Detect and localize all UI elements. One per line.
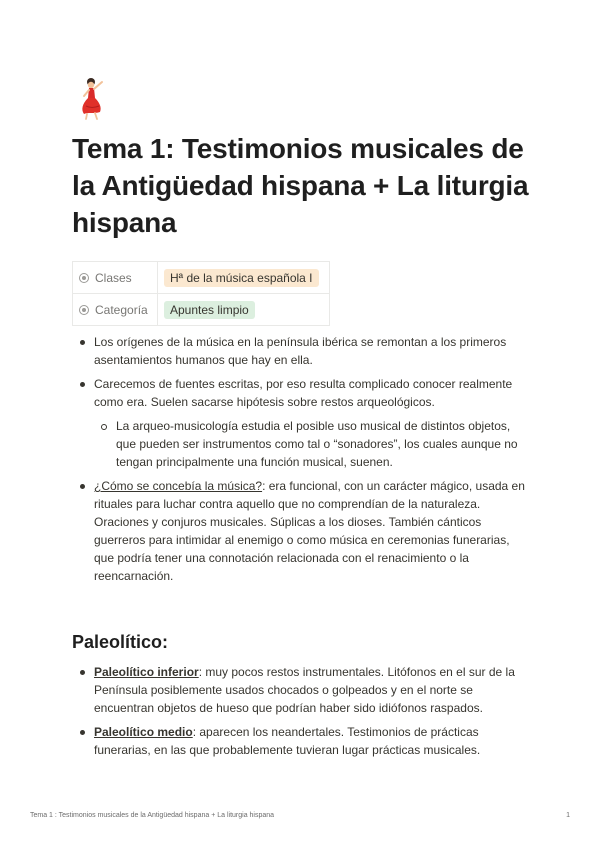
list-item bbox=[72, 375, 532, 471]
bullet-icon bbox=[80, 484, 85, 489]
property-label: Categoría bbox=[95, 302, 148, 317]
list-item bbox=[72, 663, 532, 717]
bullet-text: : era funcional, con un carácter mágico, usada en rituales para luchar contra aquello que no comprendían de la naturaleza. Oraciones y conjuros musicales. Súplicas a los dioses. También cánticos guerreros para intimidar al enemigo o como música en ceremonias funerarias, que podría tener una connotación relacionada con el renacimiento o la reencarnación. bbox=[94, 479, 525, 583]
list-item bbox=[94, 417, 532, 471]
bullet-text: La arqueo-musicología estudia el posible uso musical de distintos objetos, que pueden ser instrumentos como tal o “sonadores”, los cuales aunque no tengan principalmente una función musical, suenen. bbox=[116, 419, 518, 469]
property-type-icon bbox=[79, 273, 89, 283]
property-row-clases bbox=[73, 262, 330, 294]
property-value[interactable] bbox=[158, 262, 330, 294]
bullet-lead: Paleolítico inferior bbox=[94, 665, 199, 679]
bullet-icon bbox=[80, 730, 85, 735]
class-tag[interactable]: Hª de la música española I bbox=[164, 269, 319, 287]
properties-table bbox=[72, 261, 330, 326]
list-item bbox=[72, 333, 532, 369]
flamenco-dancer-emoji bbox=[72, 76, 112, 120]
bullet-text: : aparecen los neandertales. Testimonios de prácticas funerarias, en las que probablemente tuvieran lugar prácticas musicales. bbox=[94, 725, 481, 757]
section-heading: Paleolítico: bbox=[72, 632, 169, 652]
page-footer bbox=[30, 812, 570, 819]
bullet-lead: Paleolítico medio bbox=[94, 725, 193, 739]
property-row-categoria bbox=[73, 294, 330, 326]
bullet-text: Carecemos de fuentes escritas, por eso resulta complicado conocer realmente como era. Suelen sacarse hipótesis sobre restos arqueológicos. bbox=[94, 377, 513, 409]
property-label: Clases bbox=[95, 270, 132, 285]
intro-bullet-list bbox=[72, 333, 532, 591]
footer-title: Tema 1 : Testimonios musicales de la Antigüedad hispana + La liturgia hispana bbox=[30, 812, 275, 819]
paleolithic-bullet-list bbox=[72, 663, 532, 765]
bullet-icon bbox=[80, 670, 85, 675]
bullet-icon bbox=[80, 340, 85, 345]
category-tag[interactable]: Apuntes limpio bbox=[164, 301, 255, 319]
sub-bullet-list bbox=[94, 417, 532, 471]
page-title: Tema 1: Testimonios musicales de la Antigüedad hispana + La liturgia hispana bbox=[72, 133, 529, 238]
list-item bbox=[72, 477, 532, 585]
property-value[interactable] bbox=[158, 294, 330, 326]
list-item bbox=[72, 723, 532, 759]
bullet-text: Los orígenes de la música en la península ibérica se remontan a los primeros asentamientos humanos que hay en ella. bbox=[94, 335, 507, 367]
property-key bbox=[73, 262, 158, 294]
bullet-icon bbox=[80, 382, 85, 387]
property-key bbox=[73, 294, 158, 326]
question-link-text: ¿Cómo se concebía la música? bbox=[94, 479, 263, 493]
bullet-text: : muy pocos restos instrumentales. Litófonos en el sur de la Península posiblemente usados chocados o golpeados y en el norte se encuentran objetos de hueso que podrían haber sido idiófonos raspados. bbox=[94, 665, 515, 715]
page-number: 1 bbox=[566, 812, 570, 819]
hollow-bullet-icon bbox=[101, 424, 107, 430]
property-type-icon bbox=[79, 305, 89, 315]
